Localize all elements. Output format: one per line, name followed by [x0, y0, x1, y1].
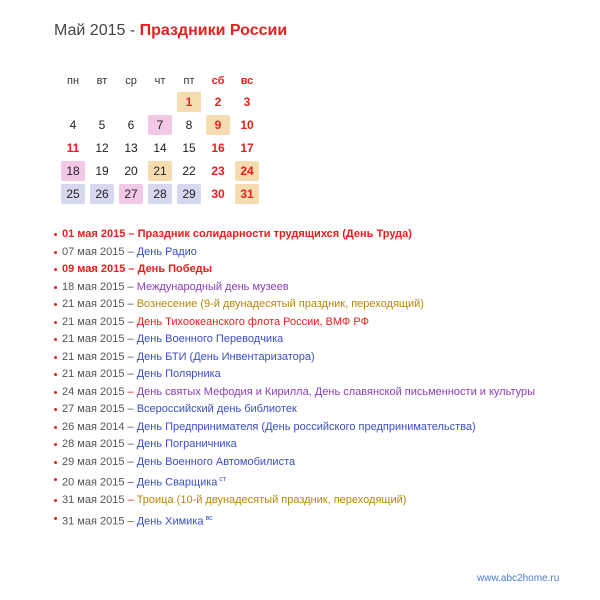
holiday-date: 18 мая 2015	[62, 280, 125, 293]
calendar-week	[61, 184, 259, 204]
weekday-sat: сб	[211, 75, 225, 87]
holiday-superscript: вс	[205, 514, 213, 522]
calendar-day[interactable]: 27	[119, 184, 143, 204]
holiday-item	[52, 384, 542, 402]
weekday-thu: чт	[154, 75, 166, 87]
holiday-item	[52, 226, 542, 244]
calendar-day[interactable]: 3	[243, 95, 251, 109]
holiday-date: 27 мая 2015	[62, 403, 125, 415]
calendar-day[interactable]: 25	[61, 184, 85, 204]
calendar-day[interactable]: 7	[148, 115, 172, 135]
calendar-day[interactable]: 31	[235, 184, 259, 204]
title-separator: -	[125, 22, 140, 39]
calendar-day[interactable]: 10	[240, 118, 254, 132]
holiday-dash: –	[124, 245, 137, 258]
holiday-date: 20 мая 2015	[62, 476, 125, 489]
calendar-day[interactable]: 26	[90, 184, 114, 204]
calendar-day-empty	[61, 92, 85, 112]
holiday-name[interactable]: День Победы	[137, 263, 213, 275]
calendar-day[interactable]: 1	[177, 92, 201, 112]
holiday-date: 28 мая 2015	[62, 438, 125, 450]
holiday-item	[52, 401, 542, 419]
calendar-day[interactable]: 15	[182, 141, 196, 155]
calendar-week	[61, 92, 259, 112]
weekday-fri: пт	[183, 75, 195, 87]
calendar-day[interactable]: 24	[235, 161, 259, 181]
calendar-day[interactable]: 6	[127, 118, 135, 132]
calendar-day-empty	[148, 92, 172, 112]
calendar-day[interactable]: 4	[69, 118, 77, 132]
calendar-day[interactable]: 20	[124, 164, 138, 178]
holiday-dash: –	[124, 385, 137, 398]
holiday-item	[52, 471, 542, 492]
holiday-item	[52, 261, 542, 279]
holiday-name[interactable]: День БТИ (День Инвентаризатора)	[136, 350, 315, 363]
page-title	[54, 22, 287, 40]
calendar-day[interactable]: 19	[95, 164, 109, 178]
holiday-superscript: ст	[219, 476, 227, 483]
weekday-wed: ср	[125, 75, 137, 87]
calendar-day[interactable]: 12	[95, 141, 109, 155]
holiday-name[interactable]: День Химика	[136, 515, 204, 528]
holiday-date: 29 мая 2015	[62, 455, 125, 468]
calendar-day[interactable]: 17	[240, 141, 254, 155]
weekday-mon: пн	[66, 75, 80, 87]
holiday-name[interactable]: День святых Мефодия и Кирилла, День славянской письменности и культуры	[136, 385, 536, 398]
holiday-name[interactable]: День Радио	[136, 245, 197, 258]
holiday-list	[52, 226, 542, 531]
holiday-name[interactable]: Всероссийский день библиотек	[136, 403, 297, 415]
holiday-dash: –	[124, 494, 137, 507]
holiday-date: 09 мая 2015	[62, 263, 126, 275]
holiday-date: 31 мая 2015	[62, 494, 125, 507]
holiday-name[interactable]: День Полярника	[136, 368, 221, 380]
holiday-item	[52, 331, 542, 349]
holiday-item	[52, 454, 542, 472]
holiday-dash: –	[124, 438, 137, 450]
holiday-item	[52, 436, 542, 454]
calendar-day[interactable]: 21	[148, 161, 172, 181]
calendar-week	[61, 161, 259, 181]
holiday-dash: –	[124, 350, 137, 363]
holiday-date: 07 мая 2015	[62, 245, 125, 258]
holiday-date: 24 мая 2015	[62, 385, 125, 398]
site-watermark: www.abc2home.ru	[477, 573, 560, 584]
calendar-day[interactable]: 23	[211, 164, 225, 178]
holiday-item	[52, 492, 542, 510]
holiday-item	[52, 279, 542, 297]
holiday-dash: –	[124, 420, 137, 433]
holiday-dash: –	[124, 315, 137, 328]
weekday-sun: вс	[240, 75, 254, 87]
holiday-dash: –	[124, 476, 137, 489]
holiday-dash: –	[124, 298, 137, 310]
holiday-name[interactable]: День Военного Автомобилиста	[136, 455, 296, 468]
holiday-item	[52, 244, 542, 262]
holiday-name[interactable]: Вознесение (9-й двунадесятый праздник, переходящий)	[136, 298, 424, 310]
calendar-day[interactable]: 30	[211, 187, 225, 201]
holiday-name[interactable]: Международный день музеев	[136, 280, 289, 293]
calendar-day[interactable]: 18	[61, 161, 85, 181]
holidays-title: Праздники России	[139, 22, 288, 39]
calendar-day[interactable]: 22	[182, 164, 196, 178]
calendar-day-empty	[119, 92, 143, 112]
calendar-day[interactable]: 9	[206, 115, 230, 135]
weekday-tue: вт	[96, 75, 108, 87]
holiday-dash: –	[125, 263, 138, 275]
calendar-day-empty	[90, 92, 114, 112]
holiday-dash: –	[124, 368, 137, 380]
calendar-day[interactable]: 5	[98, 118, 106, 132]
holiday-date: 21 мая 2015	[62, 298, 125, 310]
calendar-day[interactable]: 13	[124, 141, 138, 155]
holiday-dash: –	[124, 455, 137, 468]
holiday-dash: –	[124, 403, 137, 415]
holiday-date: 21 мая 2015	[62, 350, 125, 363]
holiday-item	[52, 366, 542, 384]
calendar-day[interactable]: 16	[211, 141, 225, 155]
calendar-week	[61, 138, 259, 158]
calendar-day[interactable]: 28	[148, 184, 172, 204]
weekday-header-row	[61, 73, 259, 89]
holiday-item	[52, 296, 542, 314]
holiday-name[interactable]: День Тихоокеанского флота России, ВМФ РФ	[136, 315, 369, 328]
holiday-name[interactable]: Троица (10-й двунадесятый праздник, переходящий)	[136, 494, 407, 507]
calendar-day[interactable]: 29	[177, 184, 201, 204]
calendar-day[interactable]: 8	[185, 118, 193, 132]
holiday-item	[52, 510, 542, 531]
holiday-dash: –	[124, 515, 137, 528]
holiday-date: 21 мая 2015	[62, 333, 125, 345]
holiday-dash: –	[124, 333, 137, 345]
holiday-name[interactable]: День Сварщика	[136, 476, 218, 489]
holiday-name[interactable]: День Военного Переводчика	[136, 333, 284, 345]
holiday-date: 31 мая 2015	[62, 515, 125, 528]
calendar-day[interactable]: 14	[153, 141, 167, 155]
holiday-name[interactable]: Праздник солидарности трудящихся (День Труда)	[137, 228, 412, 240]
month-label: Май 2015	[54, 22, 126, 39]
holiday-date: 21 мая 2015	[62, 368, 125, 380]
calendar-week	[61, 115, 259, 135]
holiday-name[interactable]: День Предпринимателя (День российского предпринимательства)	[136, 420, 476, 433]
calendar-day[interactable]: 2	[214, 95, 222, 109]
holiday-dash: –	[125, 228, 138, 240]
holiday-item	[52, 314, 542, 332]
holiday-item	[52, 419, 542, 437]
calendar-grid	[56, 70, 264, 207]
holiday-date: 21 мая 2015	[62, 315, 125, 328]
calendar-day[interactable]: 11	[66, 141, 80, 155]
holiday-date: 26 мая 2014	[62, 420, 125, 433]
holiday-date: 01 мая 2015	[62, 228, 126, 240]
holiday-dash: –	[124, 280, 137, 293]
holiday-item	[52, 349, 542, 367]
holiday-name[interactable]: День Пограничника	[136, 438, 237, 450]
